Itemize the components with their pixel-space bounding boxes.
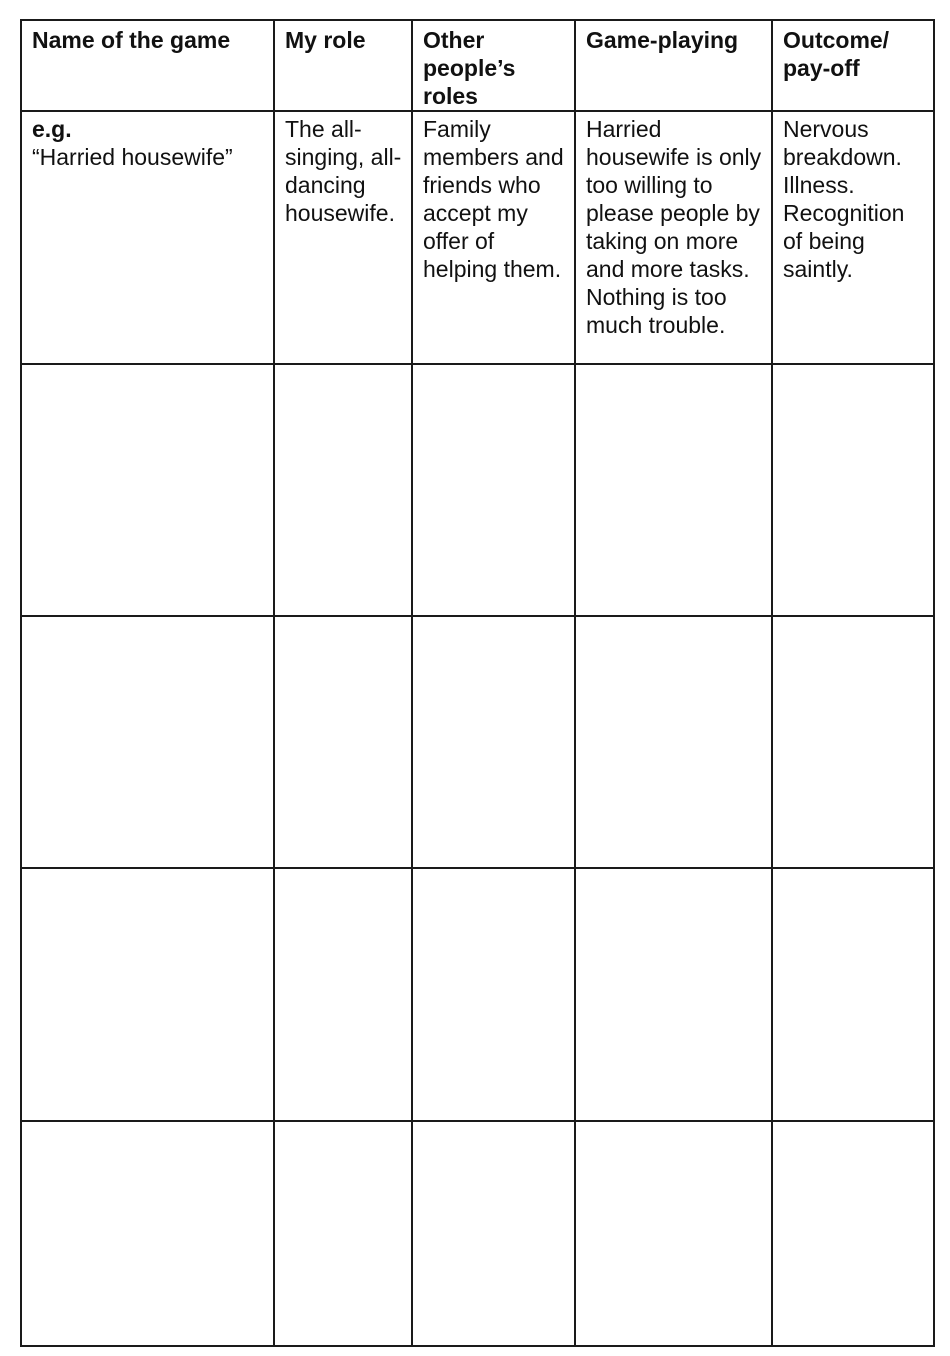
example-name-cell [21,111,274,364]
blank-cell[interactable] [412,868,575,1121]
blank-cell[interactable] [575,616,772,868]
blank-row [21,616,934,868]
blank-row [21,1121,934,1346]
blank-cell[interactable] [274,364,412,616]
header-name-of-game: Name of the game [21,20,274,111]
example-game-name: “Harried housewife” [32,144,233,170]
header-outcome: Outcome/ pay-off [772,20,934,111]
header-my-role: My role [274,20,412,111]
header-other-roles: Other people’s roles [412,20,575,111]
blank-cell[interactable] [772,364,934,616]
blank-cell[interactable] [21,868,274,1121]
example-my-role-cell: The all-singing, all-dancing housewife. [274,111,412,364]
blank-cell[interactable] [575,364,772,616]
example-game-playing-cell: Harried housewife is only too willing to please people by taking on more and more tasks. Nothing is too much trouble. [575,111,772,364]
header-row [21,20,934,111]
example-outcome-cell: Nervous breakdown. Illness. Recognition of being saintly. [772,111,934,364]
game-analysis-table [20,19,935,1347]
blank-cell[interactable] [274,616,412,868]
blank-cell[interactable] [772,1121,934,1346]
blank-cell[interactable] [412,364,575,616]
example-prefix: e.g. [32,116,72,142]
blank-cell[interactable] [21,1121,274,1346]
blank-cell[interactable] [772,616,934,868]
blank-row [21,868,934,1121]
blank-cell[interactable] [412,1121,575,1346]
example-other-roles-cell: Family members and friends who accept my offer of helping them. [412,111,575,364]
blank-cell[interactable] [274,868,412,1121]
blank-cell[interactable] [21,364,274,616]
blank-cell[interactable] [412,616,575,868]
blank-cell[interactable] [274,1121,412,1346]
blank-cell[interactable] [575,868,772,1121]
example-row [21,111,934,364]
blank-row [21,364,934,616]
blank-cell[interactable] [575,1121,772,1346]
blank-cell[interactable] [21,616,274,868]
header-game-playing: Game-playing [575,20,772,111]
blank-cell[interactable] [772,868,934,1121]
